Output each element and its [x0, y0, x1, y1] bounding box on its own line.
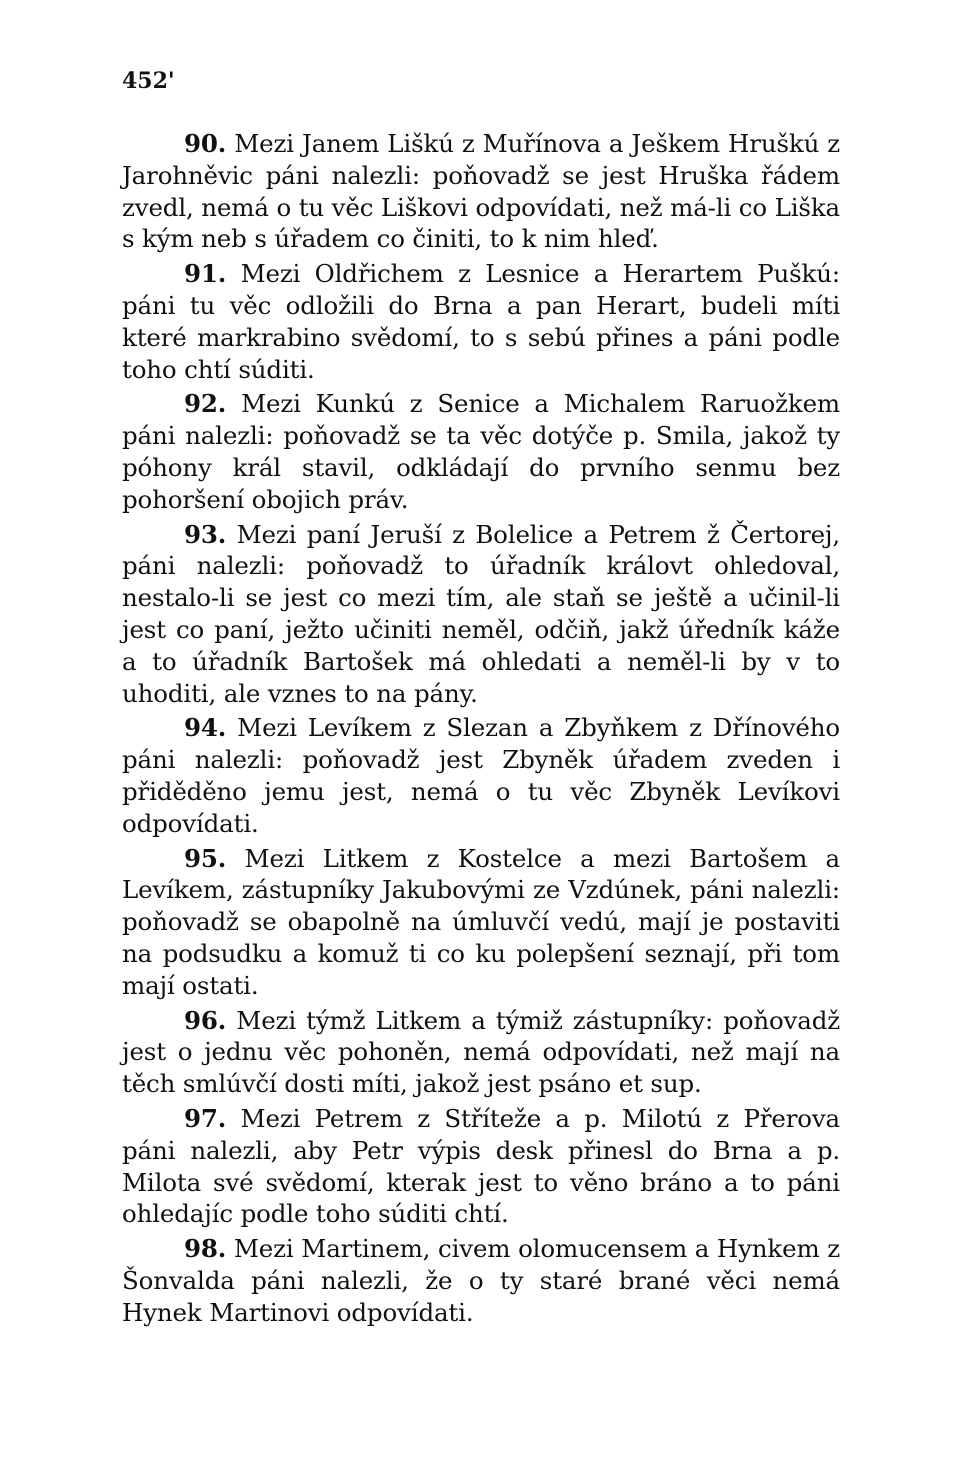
paragraph-text: Mezi Petrem z Stříteže a p. Milotú z Přerova páni nalezli, aby Petr výpis desk přinesl do Brna a p. Milota své svědomí, kterak jest to věno bráno a to páni ohledajíc podle toho súditi chtí. [122, 1103, 841, 1229]
paragraph-text: Mezi týmž Litkem a týmiž zástupníky: poňovadž jest o jednu věc pohoněn, nemá odpovídati, než mají na těch smlúvčí dosti míti, jakož jest psáno et sup. [122, 1005, 840, 1099]
paragraph-number: 97. [184, 1103, 227, 1133]
paragraph-96 [122, 1005, 840, 1100]
paragraph-number: 92. [184, 389, 227, 419]
paragraph-number: 93. [184, 519, 227, 549]
paragraph-90 [122, 128, 840, 255]
paragraph-91 [122, 258, 840, 385]
paragraph-text: Mezi Litkem z Kostelce a mezi Bartošem a Levíkem, zástupníky Jakubovými ze Vzdúnek, páni nalezli: poňovadž se obapolně na úmluvčí vedú, mají je postaviti na podsudku a komuž ti co ku polepšení seznají, při tom mají ostati. [122, 843, 840, 1000]
paragraph-number: 91. [184, 259, 227, 289]
page-number: 452' [122, 68, 175, 94]
paragraph-text: Mezi Kunkú z Senice a Michalem Raruožkem páni nalezli: poňovadž se ta věc dotýče p. Smila, jakož ty póhony král stavil, odkládají do prvního senmu bez pohoršení obojich práv. [122, 389, 841, 514]
paragraph-text: Mezi Martinem, civem olomucensem a Hynkem z Šonvalda páni nalezli, že o ty staré brané věci nemá Hynek Martinovi odpovídati. [122, 1234, 840, 1327]
paragraph-93 [122, 519, 840, 710]
text-body [122, 128, 840, 1331]
paragraph-number: 90. [184, 129, 227, 158]
paragraph-94 [122, 712, 840, 839]
paragraph-number: 96. [184, 1005, 227, 1035]
paragraph-text: Mezi paní Jeruší z Bolelice a Petrem ž Čertorej, páni nalezli: poňovadž to úřadník královt ohledoval, nestalo-li se jest co mezi tím, ale staň se ještě a učinil-li jest co paní, ježto učiniti neměl, odčiň, jakž úředník káže a to úřadník Bartošek má ohledati a neměl-li by v to uhoditi, ale vznes to na pány. [122, 519, 840, 708]
paragraph-95 [122, 843, 840, 1002]
paragraph-97 [122, 1103, 840, 1230]
paragraph-number: 94. [184, 713, 227, 743]
paragraph-92 [122, 388, 840, 515]
paragraph-number: 98. [184, 1234, 227, 1264]
paragraph-text: Mezi Levíkem z Slezan a Zbyňkem z Dřínového páni nalezli: poňovadž jest Zbyněk úřadem zveden i přiděděno jemu jest, nemá o tu věc Zbyněk Levíkovi odpovídati. [122, 713, 841, 838]
paragraph-number: 95. [184, 843, 227, 873]
paragraph-text: Mezi Janem Liškú z Muřínova a Ješkem Hruškú z Jarohněvic páni nalezli: poňovadž se jest Hruška řádem zvedl, nemá o tu věc Liškovi odpovídati, než má-li co Liška s kým neb s úřadem co činiti, to k nim hleď. [122, 129, 841, 254]
paragraph-98 [122, 1233, 840, 1328]
paragraph-text: Mezi Oldřichem z Lesnice a Herartem Puškú: páni tu věc odložili do Brna a pan Herart, budeli míti které markrabino svědomí, to s sebú přines a páni podle toho chtí súditi. [122, 259, 840, 384]
